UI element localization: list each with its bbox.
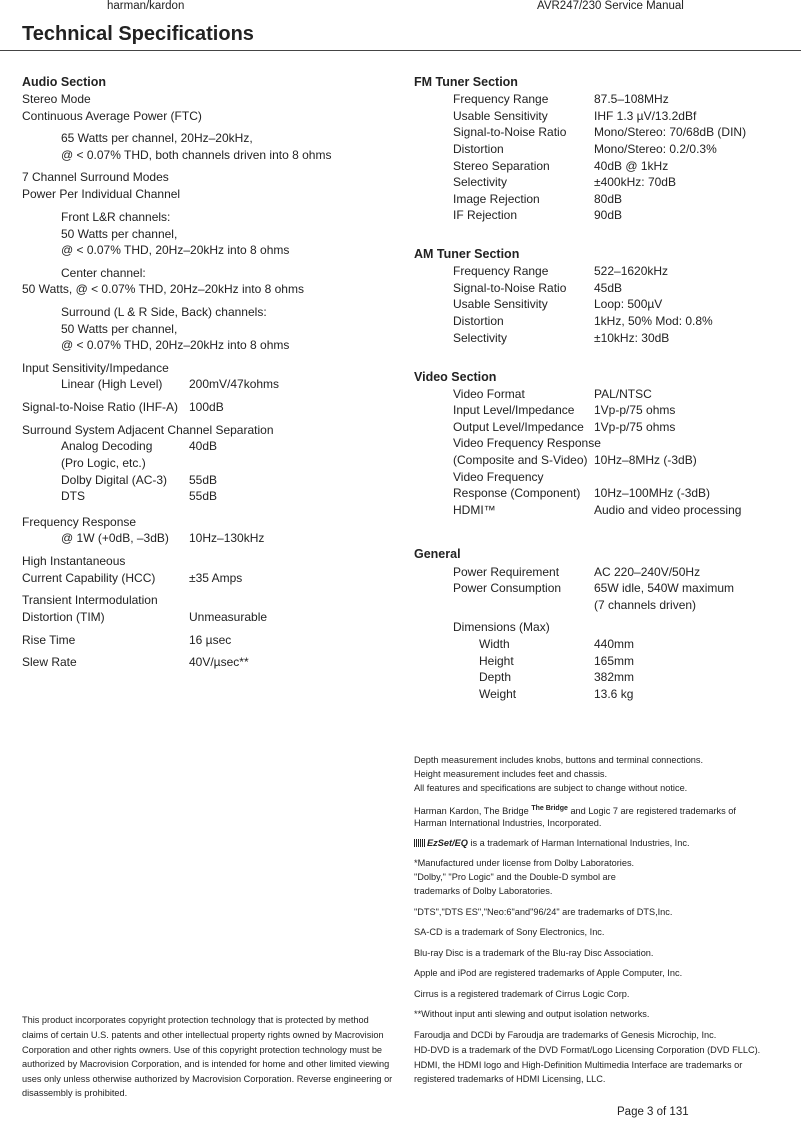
spec-label: Input Sensitivity/Impedance [22, 361, 169, 375]
spec-label: Transient Intermodulation [22, 593, 158, 607]
footnote [414, 803, 736, 817]
spec-label: Input Level/Impedance [453, 403, 575, 417]
general-section-heading: General [414, 547, 461, 561]
title-divider [0, 50, 801, 51]
spec-label: Analog Decoding [61, 439, 153, 453]
spec-detail: 50 Watts per channel, [61, 227, 178, 241]
spec-detail: 65 Watts per channel, 20Hz–20kHz, [61, 131, 253, 145]
spec-value: 80dB [594, 192, 623, 206]
spec-label: Depth [479, 670, 512, 684]
spec-value: 87.5–108MHz [594, 92, 669, 106]
spec-label: HDMI™ [453, 503, 496, 517]
footnote: **Without input anti slewing and output isolation networks. [414, 1009, 650, 1019]
spec-label: Power Requirement [453, 565, 560, 579]
spec-value: 10Hz–100MHz (-3dB) [594, 486, 711, 500]
spec-label: Dolby Digital (AC-3) [61, 473, 168, 487]
ezset-eq-logo: EzSet/EQ [427, 838, 468, 848]
spec-label: Rise Time [22, 633, 76, 647]
spec-label: Output Level/Impedance [453, 420, 584, 434]
footnote: Apple and iPod are registered trademarks of Apple Computer, Inc. [414, 968, 683, 978]
spec-value: ±400kHz: 70dB [594, 175, 676, 189]
spec-value: AC 220–240V/50Hz [594, 565, 701, 579]
the-bridge-logo: The Bridge [531, 805, 568, 812]
fm-section-heading: FM Tuner Section [414, 75, 518, 89]
footnote [414, 838, 690, 849]
spec-label: Distortion [453, 142, 504, 156]
spec-label: Distortion [453, 314, 504, 328]
spec-label: Height [479, 654, 514, 668]
spec-label: Selectivity [453, 331, 508, 345]
spec-value: Mono/Stereo: 70/68dB (DIN) [594, 125, 747, 139]
footnote-text: Harman Kardon, The Bridge [414, 806, 529, 816]
footnote: Height measurement includes feet and chassis. [414, 769, 608, 779]
spec-value: 55dB [189, 473, 218, 487]
spec-value: 40V/µsec** [189, 655, 249, 669]
header-brand: harman/kardon [107, 0, 185, 12]
spec-detail: Front L&R channels: [61, 210, 171, 224]
header-manual-title: AVR247/230 Service Manual [537, 0, 684, 12]
copyright-line: claims of certain U.S. patents and other intellectual property rights owned by Macrovision [22, 1030, 384, 1040]
spec-detail: 50 Watts per channel, [61, 322, 178, 336]
footnote: HD-DVD is a trademark of the DVD Format/Logo Licensing Corporation (DVD FLLC). [414, 1045, 761, 1055]
spec-label: Frequency Response [22, 515, 137, 529]
copyright-line: disassembly is prohibited. [22, 1088, 128, 1098]
spec-value: 1Vp-p/75 ohms [594, 420, 676, 434]
spec-value: 16 µsec [189, 633, 232, 647]
spec-value: 13.6 kg [594, 687, 634, 701]
spec-value: 1Vp-p/75 ohms [594, 403, 676, 417]
spec-value: 65W idle, 540W maximum [594, 581, 735, 595]
spec-label: Surround System Adjacent Channel Separation [22, 423, 274, 437]
spec-value: 200mV/47kohms [189, 377, 280, 391]
spec-label: DTS [61, 489, 85, 503]
footnote-text: and Logic 7 are registered trademarks of [570, 806, 736, 816]
spec-label: Usable Sensitivity [453, 297, 548, 311]
spec-value: 40dB @ 1kHz [594, 159, 669, 173]
spec-label: Video Frequency Response [453, 436, 601, 450]
footnote: Blu-ray Disc is a trademark of the Blu-ray Disc Association. [414, 948, 654, 958]
spec-value: 440mm [594, 637, 635, 651]
spec-value: 100dB [189, 400, 224, 414]
copyright-line: uses only unless otherwise authorized by Macrovision Corporation. Reverse engineering or [22, 1074, 393, 1084]
copyright-line: authorized by Macrovision Corporation, and is intended for home and other limited viewing [22, 1059, 390, 1069]
spec-label: Width [479, 637, 510, 651]
footnote: Cirrus is a registered trademark of Cirrus Logic Corp. [414, 989, 630, 999]
audio-section-heading: Audio Section [22, 75, 107, 89]
footnote: HDMI, the HDMI logo and High-Definition Multimedia Interface are trademarks or [414, 1060, 743, 1070]
spec-label: Image Rejection [453, 192, 540, 206]
spec-label: Signal-to-Noise Ratio [453, 125, 567, 139]
spec-label: Frequency Range [453, 264, 549, 278]
page-number: Page 3 of 131 [617, 1106, 689, 1118]
spec-label: Power Per Individual Channel [22, 187, 181, 201]
spec-value: 40dB [189, 439, 218, 453]
spec-value: 10Hz–130kHz [189, 531, 265, 545]
spec-detail: Surround (L & R Side, Back) channels: [61, 305, 267, 319]
spec-detail: @ < 0.07% THD, 20Hz–20kHz into 8 ohms [61, 338, 290, 352]
spec-label: IF Rejection [453, 208, 518, 222]
footnote: *Manufactured under license from Dolby Laboratories. [414, 858, 635, 868]
spec-label: Stereo Mode [22, 92, 91, 106]
spec-value: ±10kHz: 30dB [594, 331, 670, 345]
footnote: Harman International Industries, Incorporated. [414, 818, 602, 828]
spec-label: Distortion (TIM) [22, 610, 105, 624]
spec-label: Frequency Range [453, 92, 549, 106]
spec-value: Audio and video processing [594, 503, 742, 517]
spec-label: Weight [479, 687, 517, 701]
spec-value: 522–1620kHz [594, 264, 669, 278]
spec-value: 45dB [594, 281, 623, 295]
spec-value: IHF 1.3 µV/13.2dBf [594, 109, 697, 123]
footnote: Depth measurement includes knobs, buttons and terminal connections. [414, 755, 704, 765]
ezset-logo-bars-icon [414, 839, 426, 847]
footnote: "DTS","DTS ES","Neo:6"and"96/24" are trademarks of DTS,Inc. [414, 907, 673, 917]
spec-value: 10Hz–8MHz (-3dB) [594, 453, 697, 467]
footnote: registered trademarks of HDMI Licensing, LLC. [414, 1074, 606, 1084]
page-title: Technical Specifications [22, 23, 254, 45]
spec-label: Signal-to-Noise Ratio [453, 281, 567, 295]
spec-value: 382mm [594, 670, 635, 684]
spec-label: (Pro Logic, etc.) [61, 456, 146, 470]
spec-label: Linear (High Level) [61, 377, 163, 391]
spec-label: @ 1W (+0dB, –3dB) [61, 531, 169, 545]
spec-label: 7 Channel Surround Modes [22, 170, 169, 184]
spec-value: (7 channels driven) [594, 598, 697, 612]
spec-value: Loop: 500µV [594, 297, 663, 311]
spec-detail: @ < 0.07% THD, both channels driven into 8 ohms [61, 148, 332, 162]
spec-label: Video Format [453, 387, 525, 401]
video-section-heading: Video Section [414, 370, 497, 384]
spec-label: Stereo Separation [453, 159, 550, 173]
spec-label: High Instantaneous [22, 554, 126, 568]
spec-label: Usable Sensitivity [453, 109, 548, 123]
copyright-line: Corporation and other rights owners. Use of this copyright protection technology must be [22, 1045, 383, 1055]
footnote: "Dolby," "Pro Logic" and the Double-D symbol are [414, 872, 616, 882]
spec-label: Continuous Average Power (FTC) [22, 109, 202, 123]
spec-value: 90dB [594, 208, 623, 222]
spec-value: ±35 Amps [189, 571, 243, 585]
spec-value: 165mm [594, 654, 635, 668]
copyright-line: This product incorporates copyright protection technology that is protected by method [22, 1015, 369, 1025]
spec-label: Video Frequency [453, 470, 544, 484]
spec-value: Unmeasurable [189, 610, 268, 624]
footnote: All features and specifications are subject to change without notice. [414, 783, 688, 793]
spec-label: Slew Rate [22, 655, 77, 669]
footnote: Faroudja and DCDi by Faroudja are trademarks of Genesis Microchip, Inc. [414, 1030, 717, 1040]
spec-value: 55dB [189, 489, 218, 503]
spec-label: Power Consumption [453, 581, 562, 595]
spec-value: PAL/NTSC [594, 387, 652, 401]
footnote: trademarks of Dolby Laboratories. [414, 886, 553, 896]
spec-value: 1kHz, 50% Mod: 0.8% [594, 314, 713, 328]
spec-label: Signal-to-Noise Ratio (IHF-A) [22, 400, 179, 414]
am-section-heading: AM Tuner Section [414, 247, 520, 261]
footnote: SA-CD is a trademark of Sony Electronics, Inc. [414, 927, 605, 937]
spec-label: (Composite and S-Video) [453, 453, 588, 467]
spec-label: Selectivity [453, 175, 508, 189]
spec-label: Response (Component) [453, 486, 581, 500]
spec-detail: 50 Watts, @ < 0.07% THD, 20Hz–20kHz into 8 ohms [22, 282, 304, 296]
spec-detail: @ < 0.07% THD, 20Hz–20kHz into 8 ohms [61, 243, 290, 257]
spec-detail: Center channel: [61, 266, 146, 280]
footnote-text: is a trademark of Harman International Industries, Inc. [470, 838, 690, 848]
spec-label: Current Capability (HCC) [22, 571, 156, 585]
spec-value: Mono/Stereo: 0.2/0.3% [594, 142, 717, 156]
spec-label: Dimensions (Max) [453, 620, 550, 634]
